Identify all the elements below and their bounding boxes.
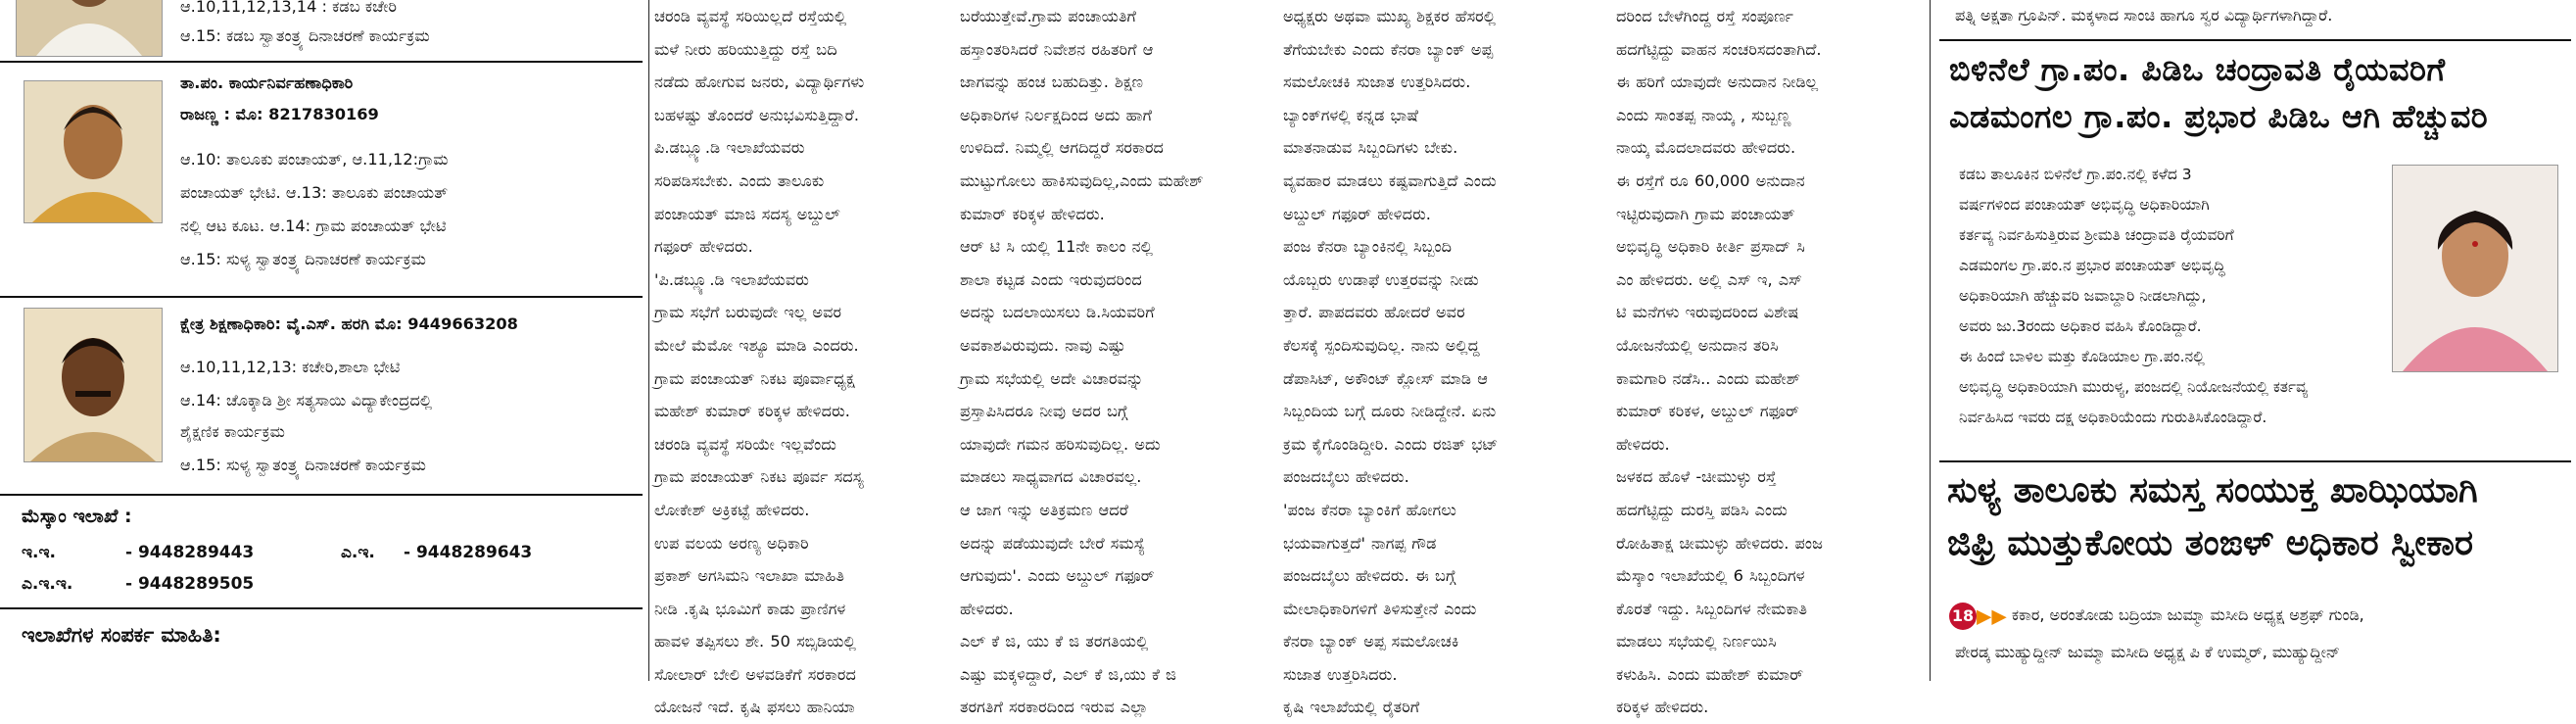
gutter xyxy=(646,0,648,681)
officer-2-box xyxy=(0,61,643,298)
story-2-text-1: ಕಕಾರ, ಅರಂತೋಡು ಬದ್ರಿಯಾ ಜುಮ್ಮಾ ಮಸೀದಿ ಅಧ್ಯಕ್ಷ ಅಶ್ರಫ್ ಗುಂಡಿ, xyxy=(2011,605,2364,624)
text-line: ಅದನ್ನು ಪಡೆಯುವುದೇ ಬೇರೆ ಸಮಸ್ಯೆ xyxy=(960,533,1146,553)
text-line: ಲೋಕೇಶ್ ಅಕ್ರಿಕಟ್ಟೆ ಹೇಳಿದರು. xyxy=(654,500,810,519)
text-line: ಯೊಬ್ಬರು ಉಡಾಫೆ ಉತ್ತರವನ್ನು ನೀಡು xyxy=(1283,269,1479,289)
text-line: ಕ್ರಮ ಕೈಗೊಂಡಿದ್ದೀರಿ. ಎಂದು ರಜಿತ್ ಭಟ್ xyxy=(1283,434,1499,454)
text-line: ಬರೆಯುತ್ತೇವೆ.ಗ್ರಾಮ ಪಂಚಾಯತಿಗೆ xyxy=(960,7,1136,25)
story-2-line-1 xyxy=(1949,600,2364,632)
text-line: ಚರಂಡಿ ವ್ಯವಸ್ಥೆ ಸರಿಯಿಲ್ಲದೆ ರಸ್ತೆಯಲ್ಲಿ xyxy=(654,7,847,25)
pdo-portrait xyxy=(2392,165,2558,372)
headline-2-line-2: ಜಿಫ್ರಿ ಮುತ್ತುಕೋಯ ತಂಙಳ್ ಅಧಿಕಾರ ಸ್ವೀಕಾರ xyxy=(1947,523,2474,563)
text-line: ಕುಮಾರ್ ಕರಿಕಳ, ಅಬ್ದುಲ್ ಗಫೂರ್ xyxy=(1616,402,1799,421)
text-line: ಗ್ರಾಮ ಸಭೆಯಲ್ಲಿ ಅದೇ ವಿಚಾರವನ್ನು xyxy=(960,368,1144,388)
text-line: ಮಾಡಲು ಸಾಧ್ಯವಾಗದ ವಿಚಾರವಲ್ಲ. xyxy=(960,467,1142,487)
text-line: ರೋಹಿತಾಕ್ಷ ಚೀಮುಳ್ಳು ಹೇಳಿದರು. ಪಂಜ xyxy=(1616,533,1823,553)
text-line: ಸೋಲಾರ್ ಬೇಲಿ ಅಳವಡಿಕೆಗೆ ಸರಕಾರದ xyxy=(654,664,856,684)
text-line: ಹಸ್ತಾಂತರಿಸಿದರೆ ನಿವೇಶನ ರಹಿತರಿಗೆ ಆ xyxy=(960,39,1154,59)
officer-1-line-1: ಆ.10,11,12,13,14 : ಕಡಬ ಕಚೇರಿ xyxy=(180,0,398,16)
text-line: ಹೇಳಿದರು. xyxy=(1616,434,1670,454)
mescom-ae-phone: - 9448289643 xyxy=(404,543,533,562)
text-line: ಅವಕಾಶವಿರುವುದು. ನಾವು ಎಷ್ಟು xyxy=(960,335,1125,355)
text-line: ದರಿಂದ ಬೇಳೆಗಿಂದ್ದ ರಸ್ತೆ ಸಂಪೂರ್ಣ xyxy=(1616,7,1794,25)
officer-2-line-1: ಆ.10: ತಾಲೂಕು ಪಂಚಾಯತ್, ಆ.11,12:ಗ್ರಾಮ xyxy=(180,150,449,169)
text-line: ಹೇಳಿದರು. xyxy=(960,599,1014,618)
story-1-line: ನಿರ್ವಹಿಸಿದ ಇವರು ದಕ್ಷ ಅಧಿಕಾರಿಯೆಂದು ಗುರುತಿಸಿಕೊಂಡಿದ್ದಾರೆ. xyxy=(1959,409,2267,426)
text-line: ಅದನ್ನು ಬದಲಾಯಿಸಲು ಡಿ.ಸಿಯವರಿಗೆ xyxy=(960,303,1155,322)
officer-2-title: ತಾ.ಪಂ. ಕಾರ್ಯನಿರ್ವಹಣಾಧಿಕಾರಿ xyxy=(180,73,354,92)
text-line: ಕೆಲಸಕ್ಕೆ ಸ್ಪಂದಿಸುವುದಿಲ್ಲ. ನಾನು ಅಲ್ಲಿದ್ದ xyxy=(1283,335,1480,355)
text-line: ಸುಜಾತ ಉತ್ತರಿಸಿದರು. xyxy=(1283,664,1398,684)
mescom-ae-label: ಎ.ಇ. xyxy=(341,543,375,562)
text-line: ಇಟ್ಟಿರುವುದಾಗಿ ಗ್ರಾಮ ಪಂಚಾಯತ್ xyxy=(1616,204,1795,223)
story-1-line: ಅಭಿವೃದ್ಧಿ ಅಧಿಕಾರಿಯಾಗಿ ಮುರುಳ್ಯ, ಪಂಜದಲ್ಲಿ ನಿಯೋಜನೆಯಲ್ಲಿ ಕರ್ತವ್ಯ xyxy=(1959,378,2309,396)
text-line: ಗ್ರಾಮ ಪಂಚಾಯತ್ ನಿಕಟ ಪೂರ್ವಾಧ್ಯಕ್ಷ xyxy=(654,368,855,388)
officer-3-line-2: ಆ.14: ಚೊಕ್ಕಾಡಿ ಶ್ರೀ ಸತ್ಯಸಾಯಿ ವಿದ್ಯಾಕೇಂದ್ರದಲ್ಲಿ xyxy=(180,391,433,410)
text-line: ಡೆಪಾಸಿಟ್, ಅಕೌಂಟ್ ಕ್ಲೋಸ್ ಮಾಡಿ ಆ xyxy=(1283,368,1488,388)
story-1-line: ಎಡಮಂಗಲ ಗ್ರಾ.ಪಂ.ನ ಪ್ರಭಾರ ಪಂಚಾಯತ್ ಅಭಿವೃದ್ಧಿ xyxy=(1959,257,2225,274)
officer-schedule-column xyxy=(0,0,646,681)
text-line: ಕೊರತೆ ಇದ್ದು. ಸಿಬ್ಬಂದಿಗಳ ನೇಮಕಾತಿ xyxy=(1616,599,1808,618)
text-line: ಈ ಹರಿಗೆ ಯಾವುದೇ ಅನುದಾನ ನೀಡಿಲ್ಲ xyxy=(1616,72,1819,92)
text-line: ಪಂಜದಬೈಲು ಹೇಳಿದರು. ಈ ಬಗ್ಗೆ xyxy=(1283,566,1456,586)
officer-2-line-3: ನಲ್ಲಿ ಆಟ ಕೂಟ. ಆ.14: ಗ್ರಾಮ ಪಂಚಾಯತ್ ಭೇಟಿ xyxy=(180,217,447,235)
text-line: ಗ್ರಾಮ ಪಂಚಾಯತ್ ನಿಕಟ ಪೂರ್ವ ಸದಸ್ಯ xyxy=(654,467,864,487)
right-rule-2 xyxy=(1939,460,2571,462)
officer-1-box xyxy=(0,0,643,63)
text-line: ಉಪ ವಲಯ ಅರಣ್ಯ ಅಧಿಕಾರಿ xyxy=(654,533,809,553)
column-rule xyxy=(648,0,649,681)
column-rule-right xyxy=(1930,0,1931,681)
text-line: ಸಮಲೋಚಕಿ ಸುಜಾತ ಉತ್ತರಿಸಿದರು. xyxy=(1283,72,1471,92)
text-line: ಯೋಜನೆಯಲ್ಲಿ ಅನುದಾನ ತರಿಸಿ xyxy=(1616,335,1779,355)
story-1-line: ಈ ಹಿಂದೆ ಬಾಳಿಲ ಮತ್ತು ಕೊಡಿಯಾಲ ಗ್ರಾ.ಪಂ.ನಲ್ಲಿ xyxy=(1959,348,2205,365)
text-line: ಜಾಗವನ್ನು ಹಂಚ ಬಹುದಿತ್ತು. ಶಿಕ್ಷಣ xyxy=(960,72,1144,92)
story-1-line: ಅಧಿಕಾರಿಯಾಗಿ ಹೆಚ್ಚುವರಿ ಜವಾಬ್ದಾರಿ ನೀಡಲಾಗಿದ್ದು, xyxy=(1959,287,2207,305)
text-line: ಪಿ.ಡಬ್ಲ್ಯೂ.ಡಿ ಇಲಾಖೆಯವರು xyxy=(654,138,805,158)
text-line: ತರಗತಿಗೆ ಸರಕಾರದಿಂದ ಇರುವ ಎಲ್ಲಾ xyxy=(960,698,1149,717)
officer-3-title: ಕ್ಷೇತ್ರ ಶಿಕ್ಷಣಾಧಿಕಾರಿ: ವೈ.ಎಸ್. ಹರಗಿ ಮೊ: 9449663208 xyxy=(180,314,518,333)
text-line: ಆರ್ ಟಿ ಸಿ ಯಲ್ಲಿ 11ನೇ ಕಾಲಂ ನಲ್ಲಿ xyxy=(960,237,1153,257)
text-line: ತೆಗೆಯಬೇಕು ಎಂದು ಕೆನರಾ ಬ್ಯಾಂಕ್ ಅಪ್ಪ xyxy=(1283,39,1494,59)
text-line: ಕೃಷಿ ಇಲಾಖೆಯಲ್ಲಿ ರೈತರಿಗೆ xyxy=(1283,698,1420,717)
contacts-title: ಇಲಾಖೆಗಳ ಸಂಪರ್ಕ ಮಾಹಿತಿ: xyxy=(22,623,221,647)
mescom-title: ಮೆಸ್ಕಾಂ ಇಲಾಖೆ : xyxy=(22,506,132,527)
officer-3-line-1: ಆ.10,11,12,13: ಕಚೇರಿ,ಶಾಲಾ ಭೇಟಿ xyxy=(180,358,401,376)
text-line: ಹಾವಳಿ ತಪ್ಪಿಸಲು ಶೇ. 50 ಸಬ್ಸಿಡಿಯಲ್ಲಿ xyxy=(654,632,856,652)
story-1-line: ಕರ್ತವ್ಯ ನಿರ್ವಹಿಸುತ್ತಿರುವ ಶ್ರೀಮತಿ ಚಂದ್ರಾವತಿ ರೈಯವರಿಗೆ xyxy=(1959,226,2234,244)
text-line: ಪಂಜದಬೈಲು ಹೇಳಿದರು. xyxy=(1283,467,1409,487)
text-line: ಮೆಸ್ಕಾಂ ಇಲಾಖೆಯಲ್ಲಿ 6 ಸಿಬ್ಬಂದಿಗಳ xyxy=(1616,566,1805,586)
officer-3-box xyxy=(0,296,643,496)
mescom-aee-phone: - 9448289505 xyxy=(125,574,255,594)
text-line: ಯೋಜನೆ ಇದೆ. ಕೃಷಿ ಫಸಲು ಹಾನಿಯಾ xyxy=(654,698,855,717)
text-line: ಎಷ್ಟು ಮಕ್ಕಳಿದ್ದಾರೆ, ಎಲ್ ಕೆ ಜಿ,ಯು ಕೆ ಜಿ xyxy=(960,664,1177,684)
text-line: ಹದಗೆಟ್ಟಿದ್ದು ವಾಹನ ಸಂಚರಿಸದಂತಾಗಿದೆ. xyxy=(1616,39,1822,59)
text-line: ಸಿಬ್ಬಂದಿಯ ಬಗ್ಗೆ ದೂರು ನೀಡಿದ್ದೇನೆ. ಏನು xyxy=(1283,402,1497,421)
text-line: ಮಾತನಾಡುವ ಸಿಬ್ಬಂದಿಗಳು ಬೇಕು. xyxy=(1283,138,1458,158)
headline-1-line-1: ಬಿಳಿನೆಲೆ ಗ್ರಾ.ಪಂ. ಪಿಡಿಒ ಚಂದ್ರಾವತಿ ರೈಯವರಿಗೆ xyxy=(1949,51,2446,88)
headline-1-line-2: ಎಡಮಂಗಲ ಗ್ರಾ.ಪಂ. ಪ್ರಭಾರ ಪಿಡಿಒ ಆಗಿ ಹೆಚ್ಚುವರಿ xyxy=(1949,98,2489,135)
text-line: ಪ್ರಸ್ತಾಪಿಸಿದರೂ ನೀವು ಅದರ ಬಗ್ಗೆ xyxy=(960,402,1128,421)
text-line: ಬಹಳಷ್ಟು ತೊಂದರೆ ಅನುಭವಿಸುತ್ತಿದ್ದಾರೆ. xyxy=(654,105,859,124)
text-line: ಶಾಲಾ ಕಟ್ಟಡ ಎಂದು ಇರುವುದರಿಂದ xyxy=(960,269,1142,289)
mescom-ee-label: ಇ.ಇ. xyxy=(22,543,57,562)
officer-2-line-4: ಆ.15: ಸುಳ್ಯ ಸ್ವಾತಂತ್ರ್ಯ ದಿನಾಚರಣೆ ಕಾರ್ಯಕ್ರಮ xyxy=(180,250,426,268)
text-line: ನೀಡಿ .ಕೃಷಿ ಭೂಮಿಗೆ ಕಾಡು ಪ್ರಾಣಿಗಳ xyxy=(654,599,846,618)
text-line: ತ್ತಾರೆ. ಪಾಪದವರು ಹೋದರೆ ಅವರ xyxy=(1283,303,1465,322)
text-line: ಆಗುವುದು'. ಎಂದು ಅಬ್ದುಲ್ ಗಫೂರ್ xyxy=(960,566,1155,586)
right-rule-1 xyxy=(1939,39,2571,41)
text-line: ಪಂಜ ಕೆನರಾ ಬ್ಯಾಂಕಿನಲ್ಲಿ ಸಿಬ್ಬಂದಿ xyxy=(1283,237,1453,257)
officer-2-phone: ರಾಜಣ್ಣ : ಮೊ: 8217830169 xyxy=(180,105,379,123)
text-line: ಅಬ್ದುಲ್ ಗಫೂರ್ ಹೇಳಿದರು. xyxy=(1283,204,1431,223)
text-line: ಭಯವಾಗುತ್ತದೆ' ನಾಗಪ್ಪ ಗೌಡ xyxy=(1283,533,1437,553)
text-line: ಮಹೇಶ್ ಕುಮಾರ್ ಕರಿಕ್ಕಳ ಹೇಳಿದರು. xyxy=(654,402,850,421)
text-line: ಕಳುಹಿಸಿ. ಎಂದು ಮಹೇಶ್ ಕುಮಾರ್ xyxy=(1616,664,1804,684)
text-line: ಯಾವುದೇ ಗಮನ ಹರಿಸುವುದಿಲ್ಲ. ಅದು xyxy=(960,434,1161,454)
mescom-ee-phone: - 9448289443 xyxy=(125,543,255,562)
story-1-line: ಕಡಬ ತಾಲೂಕಿನ ಬಿಳಿನೆಲೆ ಗ್ರಾ.ಪಂ.ನಲ್ಲಿ ಕಳೆದ 3 xyxy=(1959,166,2192,183)
officer-2-line-2: ಪಂಚಾಯತ್ ಭೇಟಿ. ಆ.13: ತಾಲೂಕು ಪಂಚಾಯತ್ xyxy=(180,183,449,202)
article-column-4 xyxy=(1283,0,1597,717)
story-1-line: ಅವರು ಜು.3ರಂದು ಅಧಿಕಾರ ವಹಿಸಿ ಕೊಂಡಿದ್ದಾರೆ. xyxy=(1959,317,2202,335)
article-column-2 xyxy=(654,0,948,717)
text-line: ಕೆನರಾ ಬ್ಯಾಂಕ್ ಅಪ್ಪ ಸಮಲೋಚಕಿ xyxy=(1283,632,1459,652)
story-1-line: ವರ್ಷಗಳಿಂದ ಪಂಚಾಯತ್ ಅಭಿವೃದ್ಧಿ ಅಧಿಕಾರಿಯಾಗಿ xyxy=(1959,196,2210,214)
text-line: ಮುಟ್ಟುಗೋಲು ಹಾಕಿಸುವುದಿಲ್ಲ,ಎಂದು ಮಹೇಶ್ xyxy=(960,170,1204,190)
text-line: ನಾಯ್ಕ ಮೊದಲಾದವರು ಹೇಳಿದರು. xyxy=(1616,138,1796,158)
text-line: ಉಳಿದಿದೆ. ನಿಮ್ಮಲ್ಲಿ ಆಗದಿದ್ದರೆ ಸರಕಾರದ xyxy=(960,138,1165,158)
text-line: ಅಧ್ಯಕ್ಷರು ಅಥವಾ ಮುಖ್ಯ ಶಿಕ್ಷಕರ ಹೆಸರಲ್ಲಿ xyxy=(1283,7,1496,25)
text-line: ಚರಂಡಿ ವ್ಯವಸ್ಥೆ ಸರಿಯೇ ಇಲ್ಲವೆಂದು xyxy=(654,434,836,454)
text-line: ಎಲ್ ಕೆ ಜಿ, ಯು ಕೆ ಜಿ ತರಗತಿಯಲ್ಲಿ xyxy=(960,632,1149,652)
text-line: ಅಭಿವೃದ್ಧಿ ಅಧಿಕಾರಿ ಕೀರ್ತಿ ಪ್ರಸಾದ್ ಸಿ xyxy=(1616,237,1805,257)
article-column-5 xyxy=(1616,0,1920,717)
text-line: ಪಂಚಾಯತ್ ಮಾಜಿ ಸದಸ್ಯ ಅಬ್ದುಲ್ xyxy=(654,204,840,223)
story-2-line-2: ಪೇರಡ್ಕ ಮುಹ್ಯುದ್ದೀನ್ ಜುಮ್ಮಾ ಮಸೀದಿ ಅಧ್ಯಕ್ಷ ಪಿ ಕೆ ಉಮ್ಮರ್, ಮುಹ್ಯುದ್ದೀನ್ xyxy=(1955,643,2341,661)
text-line: ಕರಿಕ್ಕಳ ಹೇಳಿದರು. xyxy=(1616,698,1709,717)
continued-page-badge: 18 xyxy=(1949,603,1977,630)
text-line: ಎಂ ಹೇಳಿದರು. ಅಲ್ಲಿ ಎಸ್ ಇ, ಎಸ್ xyxy=(1616,269,1802,289)
text-line: ವ್ಯವಹಾರ ಮಾಡಲು ಕಷ್ಟವಾಗುತ್ತಿದೆ ಎಂದು xyxy=(1283,170,1497,190)
text-line: ಟಿ ಮನೆಗಳು ಇರುವುದರಿಂದ ವಿಶೇಷ xyxy=(1616,303,1799,322)
text-line: ಅಧಿಕಾರಿಗಳ ನಿರ್ಲಕ್ಷದಿಂದ ಅದು ಹಾಗೆ xyxy=(960,105,1152,124)
officer-3-line-3: ಶೈಕ್ಷಣಿಕ ಕಾರ್ಯಕ್ರಮ xyxy=(180,422,285,441)
officer-1-line-2: ಆ.15: ಕಡಬ ಸ್ವಾತಂತ್ರ್ಯ ದಿನಾಚರಣೆ ಕಾರ್ಯಕ್ರಮ xyxy=(180,26,430,45)
text-line: ಎಂದು ಸಾಂತಪ್ಪ ನಾಯ್ಕ , ಸುಬ್ಬಣ್ಣ xyxy=(1616,105,1791,124)
double-arrow-icon: ▶▶ xyxy=(1977,603,2007,628)
mescom-box xyxy=(0,494,643,609)
text-line: ಗಫೂರ್ ಹೇಳಿದರು. xyxy=(654,237,753,257)
text-line: ಗ್ರಾಮ ಸಭೆಗೆ ಬರುವುದೇ ಇಲ್ಲ ಅವರ xyxy=(654,303,842,322)
article-column-3 xyxy=(960,0,1254,717)
text-line: ಕಾಮಗಾರಿ ನಡೆಸಿ.. ಎಂದು ಮಹೇಶ್ xyxy=(1616,368,1800,388)
text-line: 'ಪಂಜ ಕೆನರಾ ಬ್ಯಾಂಕಿಗೆ ಹೋಗಲು xyxy=(1283,500,1456,519)
text-line: ಮೇಲಾಧಿಕಾರಿಗಳಿಗೆ ತಿಳಿಸುತ್ತೇನೆ ಎಂದು xyxy=(1283,599,1477,618)
text-line: ಮಳೆ ನೀರು ಹರಿಯುತ್ತಿದ್ದು ರಸ್ತೆ ಬದಿ xyxy=(654,39,837,59)
text-line: ಮೇಲೆ ಮೆಮೋ ಇಶ್ಯೂ ಮಾಡಿ ಎಂದರು. xyxy=(654,335,859,355)
mescom-aee-label: ಎ.ಇ.ಇ. xyxy=(22,574,73,594)
text-line: ನಡೆದು ಹೋಗುವ ಜನರು, ವಿದ್ಯಾರ್ಥಿಗಳು xyxy=(654,72,865,92)
text-line: 'ಪಿ.ಡಬ್ಲ್ಯೂ.ಡಿ ಇಲಾಖೆಯವರು xyxy=(654,269,809,289)
text-line: ಜಳಕದ ಹೊಳೆ -ಚೀಮುಳ್ಳು ರಸ್ತೆ xyxy=(1616,467,1777,487)
text-line: ಬ್ಯಾಂಕ್‌ಗಳಲ್ಲಿ ಕನ್ನಡ ಭಾಷೆ xyxy=(1283,105,1418,124)
headline-2-line-1: ಸುಳ್ಯ ತಾಲೂಕು ಸಮಸ್ತ ಸಂಯುಕ್ತ ಖಾಝಿಯಾಗಿ xyxy=(1947,470,2478,510)
text-line: ಪ್ರಕಾಶ್ ಅಗಸಿಮನಿ ಇಲಾಖಾ ಮಾಹಿತಿ xyxy=(654,566,845,586)
text-line: ಮಾಡಲು ಸಭೆಯಲ್ಲಿ ನಿರ್ಣಯಿಸಿ xyxy=(1616,632,1777,652)
text-line: ಈ ರಸ್ತೆಗೆ ರೂ 60,000 ಅನುದಾನ xyxy=(1616,170,1805,190)
text-line: ಸರಿಪಡಿಸಬೇಕು. ಎಂದು ತಾಲೂಕು xyxy=(654,170,825,190)
officer-3-line-4: ಆ.15: ಸುಳ್ಯ ಸ್ವಾತಂತ್ರ್ಯ ದಿನಾಚರಣೆ ಕಾರ್ಯಕ್ರಮ xyxy=(180,456,426,474)
text-line: ಆ ಜಾಗ ಇನ್ನು ಅತಿಕ್ರಮಣ ಆದರೆ xyxy=(960,500,1128,519)
text-line: ಕುಮಾರ್ ಕರಿಕ್ಕಳ ಹೇಳಿದರು. xyxy=(960,204,1105,223)
right-top-line: ಪತ್ನಿ ಅಕ್ಷತಾ ಗ್ರೂಪಿನ್. ಮಕ್ಕಳಾದ ಸಾಂಚಿ ಹಾಗೂ ಸ್ವರ ವಿದ್ಯಾರ್ಥಿಗಳಾಗಿದ್ದಾರೆ. xyxy=(1955,6,2333,24)
text-line: ಹದಗೆಟ್ಟಿದ್ದು ದುರಸ್ತಿ ಪಡಿಸಿ ಎಂದು xyxy=(1616,500,1788,519)
